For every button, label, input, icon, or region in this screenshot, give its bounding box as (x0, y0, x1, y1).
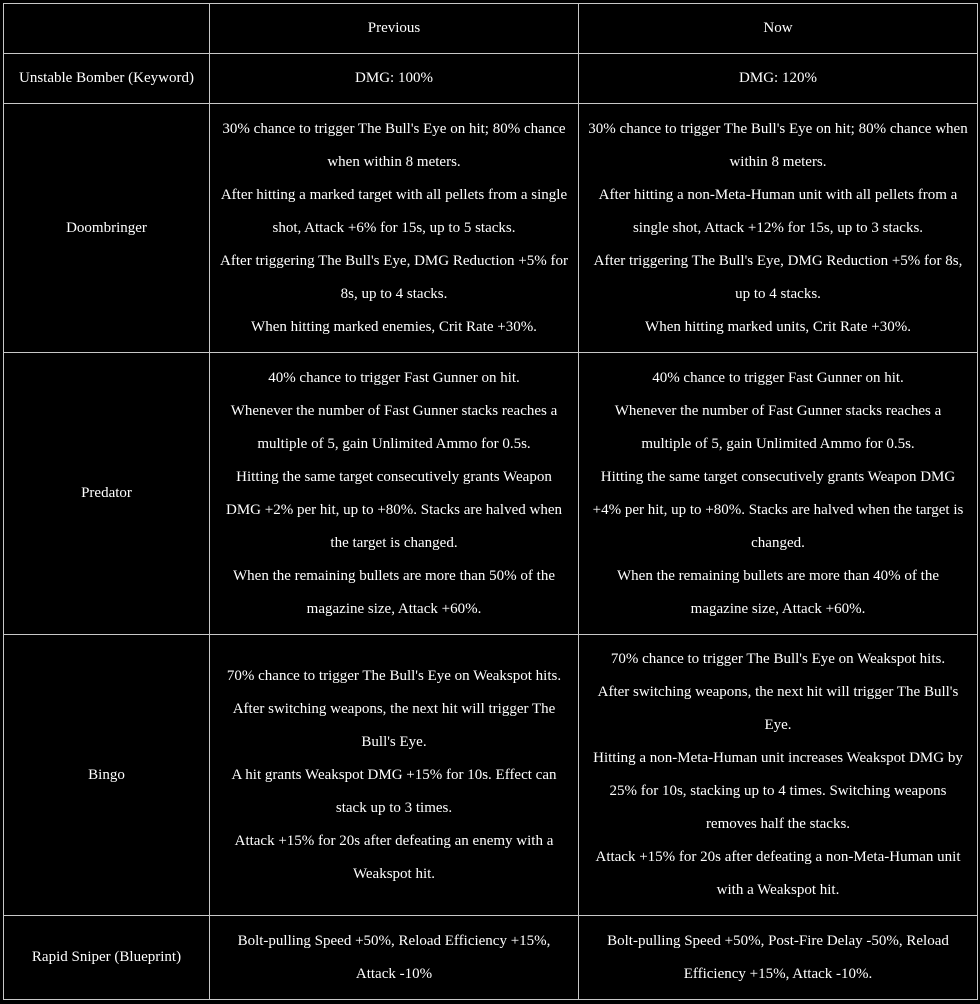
now-line: When the remaining bullets are more than 40% of the magazine size, Attack +60%. (617, 567, 939, 617)
table-row (4, 353, 978, 635)
now-cell (579, 54, 978, 104)
previous-line: DMG: 100% (355, 70, 433, 86)
now-line: When hitting marked units, Crit Rate +30%. (645, 318, 911, 335)
previous-line: Bolt-pulling Speed +50%, Reload Efficiency +15%, Attack -10% (237, 932, 551, 982)
previous-line: A hit grants Weakspot DMG +15% for 10s. Effect can stack up to 3 times. (231, 766, 557, 816)
now-line: Attack +15% for 20s after defeating a non-Meta-Human unit with a Weakspot hit. (595, 849, 961, 898)
previous-cell (210, 916, 579, 1000)
now-cell (579, 353, 978, 635)
patch-comparison-table (3, 3, 978, 1000)
row-name: Unstable Bomber (Keyword) (4, 54, 210, 104)
now-line: 30% chance to trigger The Bull's Eye on hit; 80% chance when within 8 meters. (588, 120, 968, 170)
previous-line: When hitting marked enemies, Crit Rate +30%. (251, 318, 537, 335)
row-name: Predator (4, 353, 210, 635)
row-name: Rapid Sniper (Blueprint) (4, 916, 210, 1000)
row-name: Bingo (4, 635, 210, 916)
previous-line: After triggering The Bull's Eye, DMG Reduction +5% for 8s, up to 4 stacks. (220, 252, 568, 302)
now-line: Hitting a non-Meta-Human unit increases Weakspot DMG by 25% for 10s, stacking up to 4 times. Switching weapons removes half the stacks. (593, 750, 963, 832)
table-row (4, 635, 978, 916)
previous-line: 40% chance to trigger Fast Gunner on hit. (268, 369, 520, 386)
header-now: Now (579, 4, 978, 54)
previous-line: Attack +15% for 20s after defeating an enemy with a Weakspot hit. (234, 832, 554, 882)
now-line: Whenever the number of Fast Gunner stacks reaches a multiple of 5, gain Unlimited Ammo for 0.5s. (614, 402, 942, 452)
now-line: Bolt-pulling Speed +50%, Post-Fire Delay -50%, Reload Efficiency +15%, Attack -10%. (607, 932, 949, 982)
now-line: DMG: 120% (739, 70, 817, 86)
now-line: After triggering The Bull's Eye, DMG Reduction +5% for 8s, up to 4 stacks. (593, 252, 963, 302)
previous-line: After switching weapons, the next hit will trigger The Bull's Eye. (232, 700, 556, 750)
previous-line: Hitting the same target consecutively grants Weapon DMG +2% per hit, up to +80%. Stacks are halved when the target is changed. (225, 468, 562, 551)
previous-cell (210, 353, 579, 635)
previous-cell (210, 635, 579, 916)
previous-cell (210, 54, 579, 104)
row-name: Doombringer (4, 104, 210, 353)
previous-cell (210, 104, 579, 353)
now-line: 40% chance to trigger Fast Gunner on hit. (652, 369, 904, 386)
previous-line: Whenever the number of Fast Gunner stacks reaches a multiple of 5, gain Unlimited Ammo for 0.5s. (230, 402, 558, 452)
header-previous: Previous (210, 4, 579, 54)
now-cell (579, 104, 978, 353)
previous-line: 70% chance to trigger The Bull's Eye on Weakspot hits. (226, 667, 562, 684)
table-row (4, 104, 978, 353)
table-row (4, 54, 978, 104)
now-line: After hitting a non-Meta-Human unit with all pellets from a single shot, Attack +12% for 15s, up to 3 stacks. (598, 186, 958, 236)
now-line: Hitting the same target consecutively grants Weapon DMG +4% per hit, up to +80%. Stacks are halved when the target is changed. (592, 468, 964, 551)
previous-line: 30% chance to trigger The Bull's Eye on hit; 80% chance when within 8 meters. (222, 120, 566, 170)
table-row (4, 916, 978, 1000)
table-header-row (4, 4, 978, 54)
now-line: 70% chance to trigger The Bull's Eye on Weakspot hits. (610, 651, 946, 667)
previous-line: When the remaining bullets are more than 50% of the magazine size, Attack +60%. (233, 567, 555, 617)
now-cell (579, 635, 978, 916)
now-line: After switching weapons, the next hit will trigger The Bull's Eye. (597, 684, 959, 733)
now-cell (579, 916, 978, 1000)
previous-line: After hitting a marked target with all pellets from a single shot, Attack +6% for 15s, up to 5 stacks. (220, 186, 568, 236)
header-blank-cell (4, 4, 210, 54)
